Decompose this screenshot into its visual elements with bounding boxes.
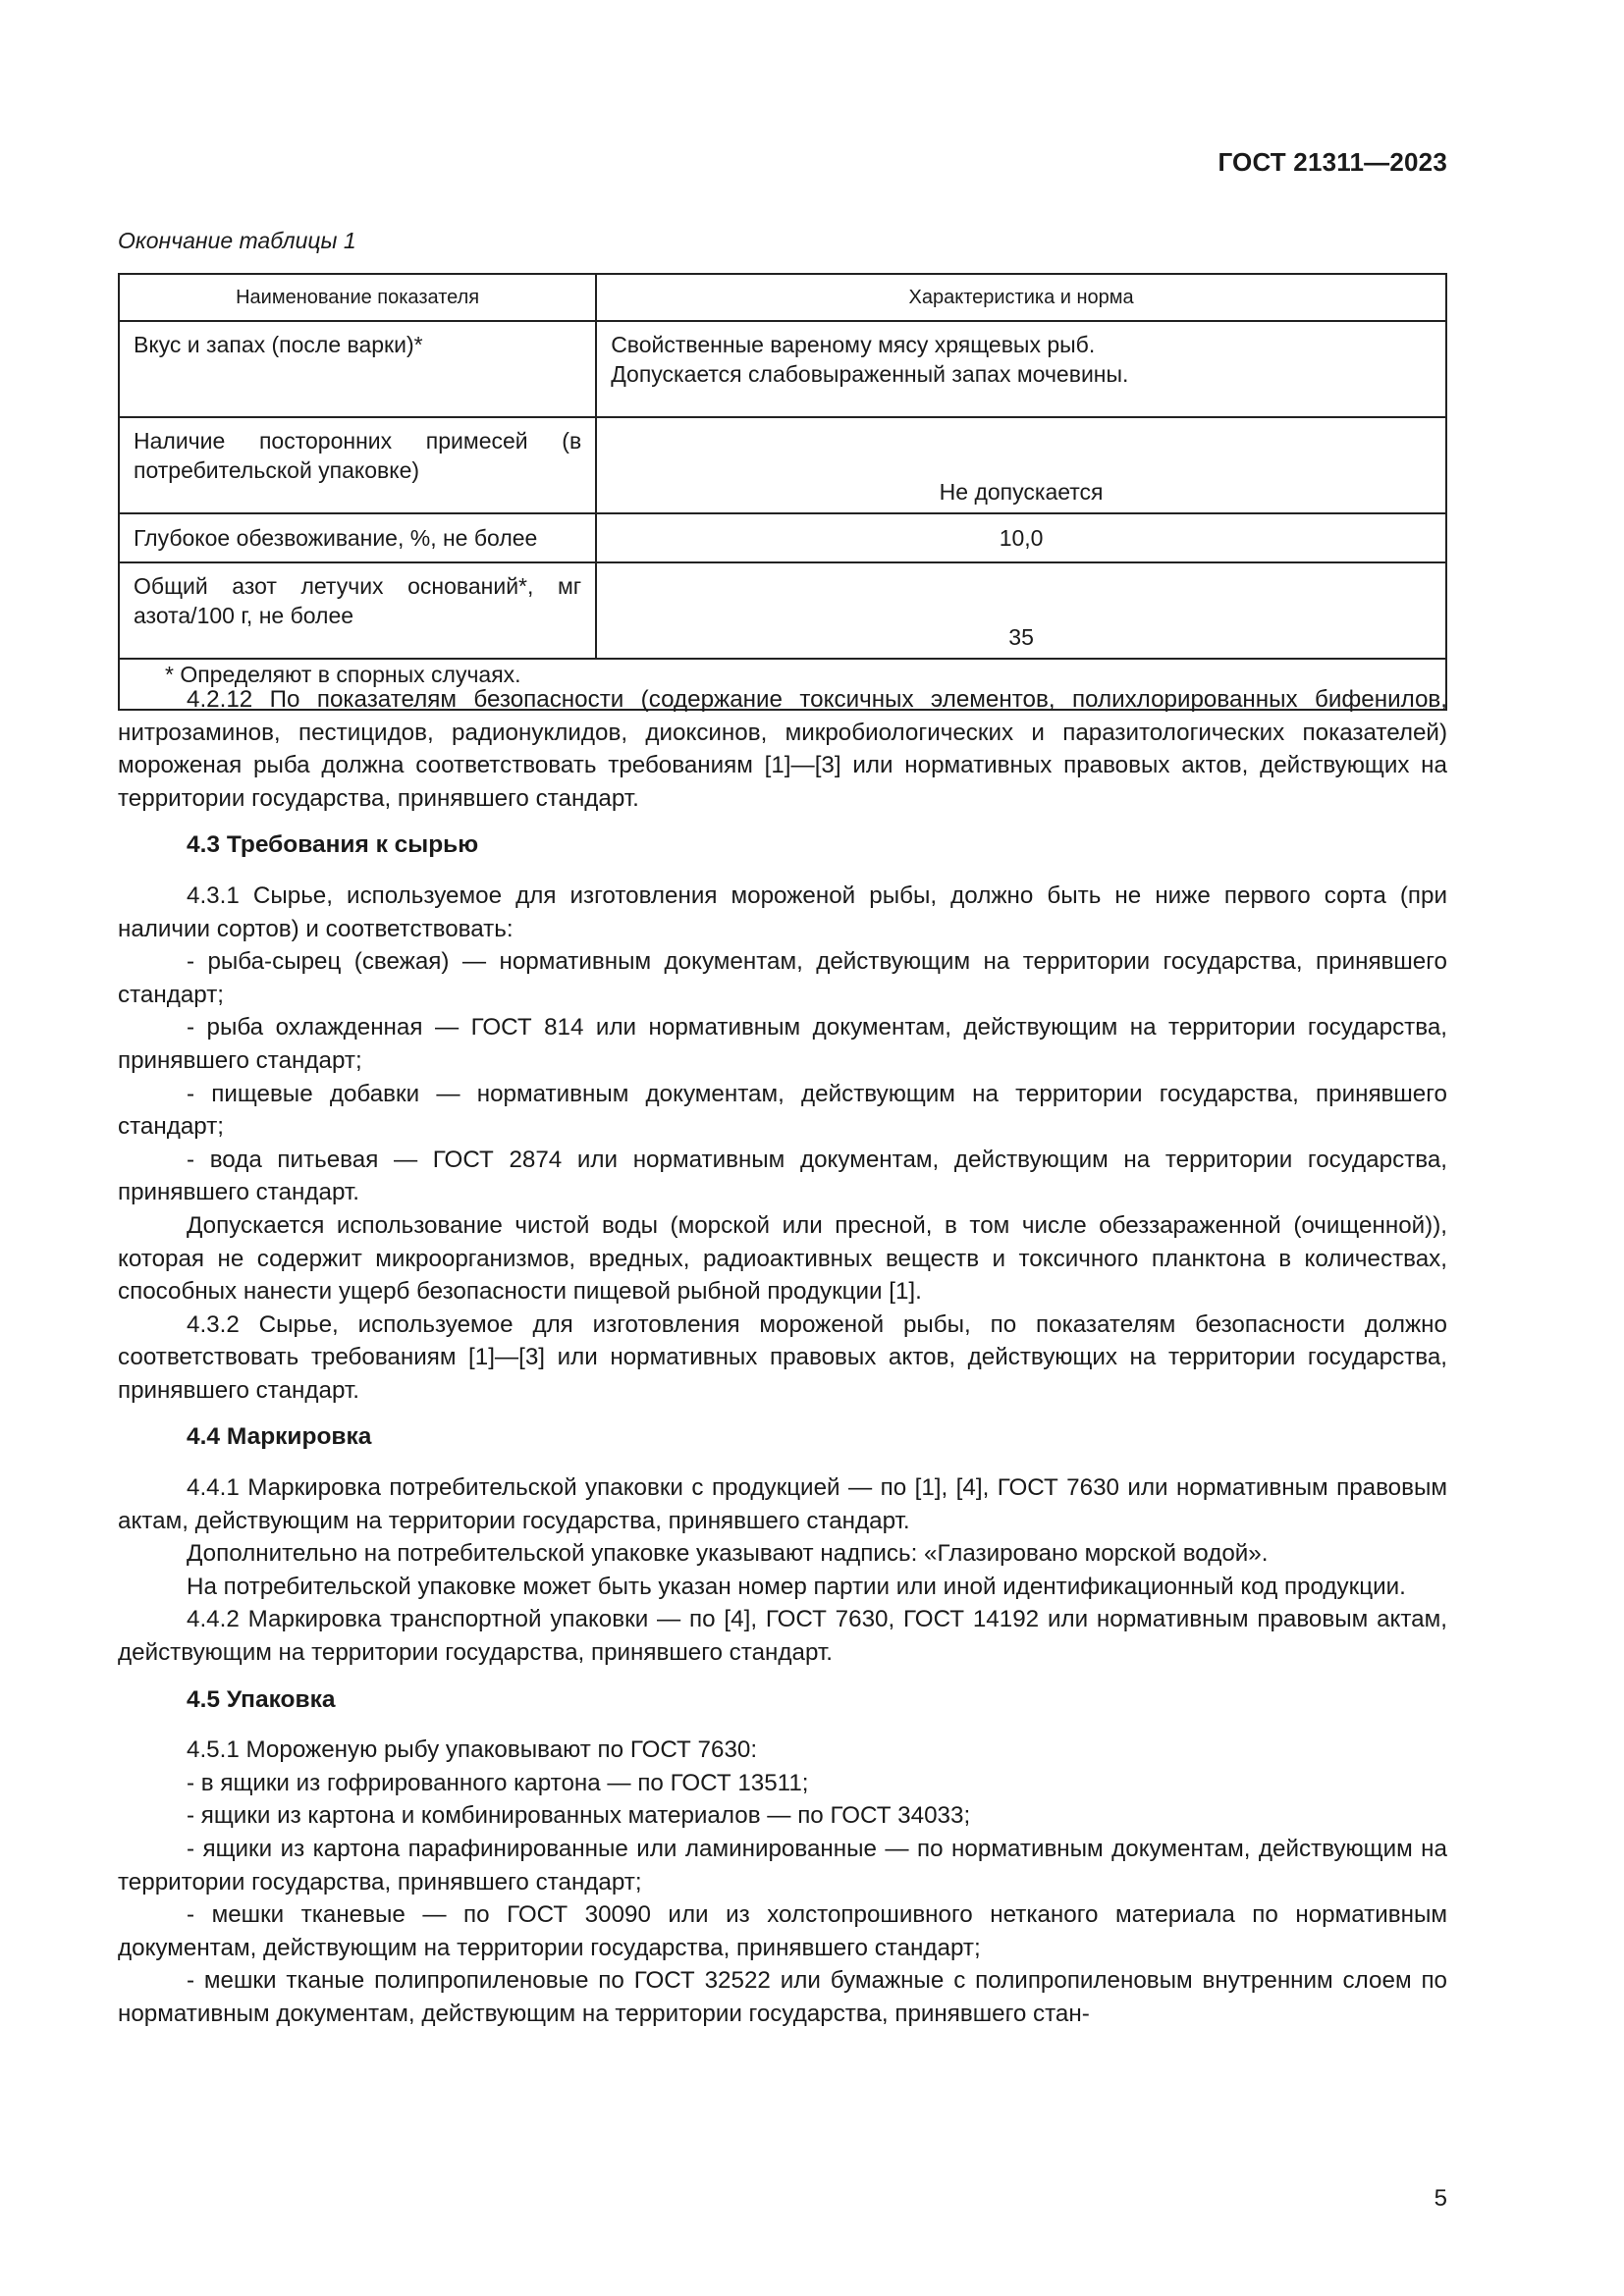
list-item: - в ящики из гофрированного картона — по ГОСТ 13511; (187, 1769, 809, 1796)
indicator-name: Наличие посторонних примесей (в потребительской упаковке) (119, 417, 596, 513)
value-line: Свойственные вареному мясу хрящевых рыб. (611, 332, 1096, 357)
list-item: - вода питьевая — ГОСТ 2874 или нормативным документам, действующим на территории государства, принявшего стандарт. (118, 1146, 1447, 1206)
table-header-row (119, 274, 1446, 321)
document-page (118, 0, 1447, 2296)
paragraph-4-4-1: 4.4.1 Маркировка потребительской упаковки с продукцией — по [1], [4], ГОСТ 7630 или нормативным правовым актам, действующим на территории государства, принявшего стандарт. (118, 1474, 1447, 1534)
paragraph-4-3-2: 4.3.2 Сырье, используемое для изготовления мороженой рыбы, по показателям безопасности должно соответствовать требованиям [1]—[3] или нормативных правовых актов, действующих на территории государства, принявшего стандарт. (118, 1310, 1447, 1404)
indicator-value: 10,0 (596, 513, 1446, 562)
indicator-value: 35 (596, 562, 1446, 659)
table-row (119, 321, 1446, 417)
indicator-value (596, 321, 1446, 417)
table-caption: Окончание таблицы 1 (118, 228, 356, 253)
page-number: 5 (1434, 2185, 1447, 2212)
column-header-name: Наименование показателя (119, 274, 596, 321)
indicators-table (118, 273, 1447, 711)
list-item: - рыба-сырец (свежая) — нормативным документам, действующим на территории государства, принявшего стандарт; (118, 948, 1447, 1008)
document-body (118, 683, 1447, 2031)
paragraph-4-3-1: 4.3.1 Сырье, используемое для изготовления мороженой рыбы, должно быть не ниже первого сорта (при наличии сортов) и соответствовать: (118, 881, 1447, 942)
section-heading-4-5: 4.5 Упаковка (187, 1685, 336, 1713)
list-item: - рыба охлажденная — ГОСТ 814 или нормативным документам, действующим на территории государства, принявшего стандарт; (118, 1014, 1447, 1074)
list-item: - ящики из картона парафинированные или ламинированные — по нормативным документам, действующим на территории государства, принявшего стандарт; (118, 1836, 1447, 1896)
indicator-name: Вкус и запах (после варки)* (119, 321, 596, 417)
paragraph-4-4-2: 4.4.2 Маркировка транспортной упаковки — по [4], ГОСТ 7630, ГОСТ 14192 или нормативным правовым актам, действующим на территории государства, принявшего стандарт. (118, 1606, 1447, 1667)
table-footnote: * Определяют в спорных случаях. (119, 659, 1446, 710)
paragraph-clean-water: Допускается использование чистой воды (морской или пресной, в том числе обеззараженной (очищенной)), которая не содержит микроорганизмов, вредных, радиоактивных веществ и токсичного планктона в количествах, способных нанести ущерб безопасности пищевой рыбной продукции [1]. (118, 1211, 1447, 1306)
indicator-name: Глубокое обезвоживание, %, не более (119, 513, 596, 562)
section-heading-4-3: 4.3 Требования к сырью (187, 831, 479, 859)
standard-number: ГОСТ 21311—2023 (1218, 147, 1447, 177)
paragraph-batch-number: На потребительской упаковке может быть указан номер партии или иной идентификационный код продукции. (187, 1573, 1406, 1600)
indicator-value: Не допускается (596, 417, 1446, 513)
list-item: - ящики из картона и комбинированных материалов — по ГОСТ 34033; (187, 1802, 971, 1830)
paragraph-marking-note: Дополнительно на потребительской упаковке указывают надпись: «Глазировано морской водой». (187, 1540, 1269, 1568)
list-item: - пищевые добавки — нормативным документам, действующим на территории государства, принявшего стандарт; (118, 1080, 1447, 1141)
value-line: Допускается слабовыраженный запах мочевины. (611, 361, 1129, 387)
table-row (119, 513, 1446, 562)
table-row (119, 562, 1446, 659)
table-row (119, 417, 1446, 513)
list-item: - мешки тканые полипропиленовые по ГОСТ 32522 или бумажные с полипропиленовым внутренним слоем по нормативным документам, действующим на территории государства, принявшего стан- (118, 1967, 1447, 2027)
column-header-value: Характеристика и норма (596, 274, 1446, 321)
paragraph-4-2-12: 4.2.12 По показателям безопасности (содержание токсичных элементов, полихлорированных бифенилов, нитрозаминов, пестицидов, радионуклидов, диоксинов, микробиологических и паразитологических показателей) мороженая рыба должна соответствовать требованиям [1]—[3] или нормативных правовых актов, действующих на территории государства, принявшего стандарт. (118, 686, 1447, 812)
indicator-name: Общий азот летучих оснований*, мг азота/100 г, не более (119, 562, 596, 659)
list-item: - мешки тканевые — по ГОСТ 30090 или из холстопрошивного нетканого материала по нормативным документам, действующим на территории государства, принявшего стандарт; (118, 1901, 1447, 1961)
paragraph-4-5-1: 4.5.1 Мороженую рыбу упаковывают по ГОСТ 7630: (187, 1736, 758, 1764)
section-heading-4-4: 4.4 Маркировка (187, 1423, 372, 1451)
